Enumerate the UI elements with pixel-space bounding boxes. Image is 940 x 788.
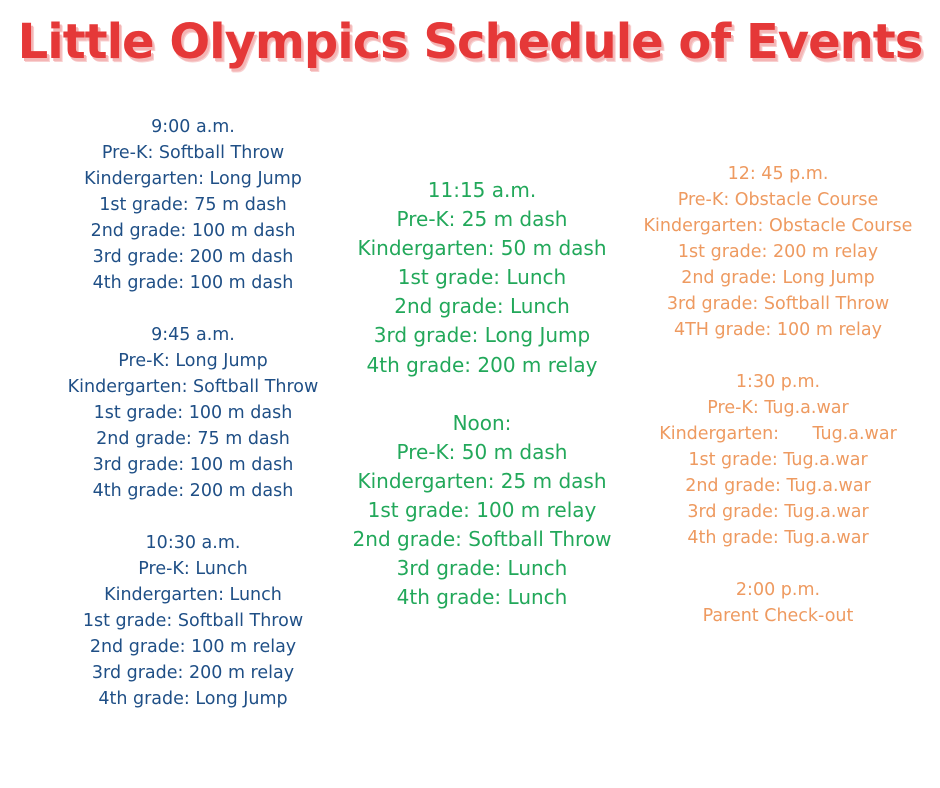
event-line: 1st grade: Tug.a.war bbox=[688, 450, 868, 470]
time-block bbox=[332, 176, 632, 380]
event-line: 4th grade: 100 m dash bbox=[92, 273, 294, 293]
time-label: 12: 45 p.m. bbox=[727, 164, 829, 184]
event-line: 4th grade: Tug.a.war bbox=[687, 528, 869, 548]
event-line: 4TH grade: 100 m relay bbox=[673, 320, 882, 340]
event-line: 2nd grade: Tug.a.war bbox=[685, 476, 871, 496]
event-line: 2nd grade: Lunch bbox=[394, 294, 570, 319]
event-line: Parent Check-out bbox=[702, 606, 854, 626]
event-line: 4th grade: 200 m dash bbox=[92, 481, 294, 501]
event-line: Pre-K: Long Jump bbox=[118, 351, 268, 371]
event-line: Pre-K: Lunch bbox=[138, 559, 248, 579]
time-block bbox=[40, 530, 346, 712]
event-line: 3rd grade: 200 m relay bbox=[91, 663, 295, 683]
event-line: 3rd grade: Lunch bbox=[396, 556, 568, 581]
event-line: 3rd grade: 100 m dash bbox=[92, 455, 294, 475]
event-line: 3rd grade: 200 m dash bbox=[92, 247, 294, 267]
event-line: Kindergarten: 50 m dash bbox=[357, 236, 607, 261]
event-line: 3rd grade: Softball Throw bbox=[666, 294, 890, 314]
event-line: Pre-K: 25 m dash bbox=[396, 207, 568, 232]
event-line: 3rd grade: Long Jump bbox=[373, 323, 591, 348]
time-label: Noon: bbox=[452, 410, 512, 435]
event-line: 2nd grade: 100 m relay bbox=[89, 637, 297, 657]
event-line: 1st grade: 75 m dash bbox=[99, 195, 287, 215]
event-line: 4th grade: Lunch bbox=[396, 585, 568, 610]
time-label: 9:45 a.m. bbox=[151, 325, 235, 345]
time-block bbox=[40, 114, 346, 296]
page-title: Little Olympics Schedule of Events bbox=[17, 14, 923, 70]
schedule-column-3 bbox=[626, 161, 930, 629]
event-line: Pre-K: Obstacle Course bbox=[677, 190, 879, 210]
event-line: 2nd grade: Softball Throw bbox=[352, 527, 612, 552]
event-line: 1st grade: 100 m relay bbox=[367, 498, 597, 523]
event-line: Pre-K: 50 m dash bbox=[396, 439, 568, 464]
time-block bbox=[626, 369, 930, 551]
event-line: 4th grade: 200 m relay bbox=[366, 352, 598, 377]
event-line: Pre-K: Tug.a.war bbox=[707, 398, 849, 418]
event-line: Kindergarten: Lunch bbox=[104, 585, 282, 605]
time-block bbox=[332, 409, 632, 613]
event-line: 3rd grade: Tug.a.war bbox=[687, 502, 869, 522]
time-block bbox=[40, 322, 346, 504]
time-label: 1:30 p.m. bbox=[735, 372, 821, 392]
event-line: 1st grade: 100 m dash bbox=[93, 403, 293, 423]
event-line: 4th grade: Long Jump bbox=[98, 689, 288, 709]
schedule-column-2 bbox=[332, 176, 632, 612]
event-line: 2nd grade: Long Jump bbox=[681, 268, 875, 288]
event-line: Pre-K: Softball Throw bbox=[101, 143, 285, 163]
event-line: 1st grade: Softball Throw bbox=[82, 611, 304, 631]
time-label: 2:00 p.m. bbox=[735, 580, 821, 600]
time-block bbox=[626, 161, 930, 343]
event-line: 1st grade: 200 m relay bbox=[677, 242, 879, 262]
event-line: 2nd grade: 100 m dash bbox=[90, 221, 296, 241]
event-line: Kindergarten: Obstacle Course bbox=[643, 216, 913, 236]
event-line: 2nd grade: 75 m dash bbox=[96, 429, 290, 449]
event-line: Kindergarten: Softball Throw bbox=[67, 377, 319, 397]
event-line: 1st grade: Lunch bbox=[397, 265, 567, 290]
time-label: 9:00 a.m. bbox=[151, 117, 235, 137]
time-label: 10:30 a.m. bbox=[145, 533, 241, 553]
schedule-column-1 bbox=[40, 114, 346, 712]
time-label: 11:15 a.m. bbox=[427, 178, 537, 202]
event-line: Kindergarten: Long Jump bbox=[84, 169, 302, 189]
time-block bbox=[626, 577, 930, 629]
event-line: Kindergarten: Tug.a.war bbox=[659, 424, 897, 444]
event-line: Kindergarten: 25 m dash bbox=[357, 468, 607, 493]
